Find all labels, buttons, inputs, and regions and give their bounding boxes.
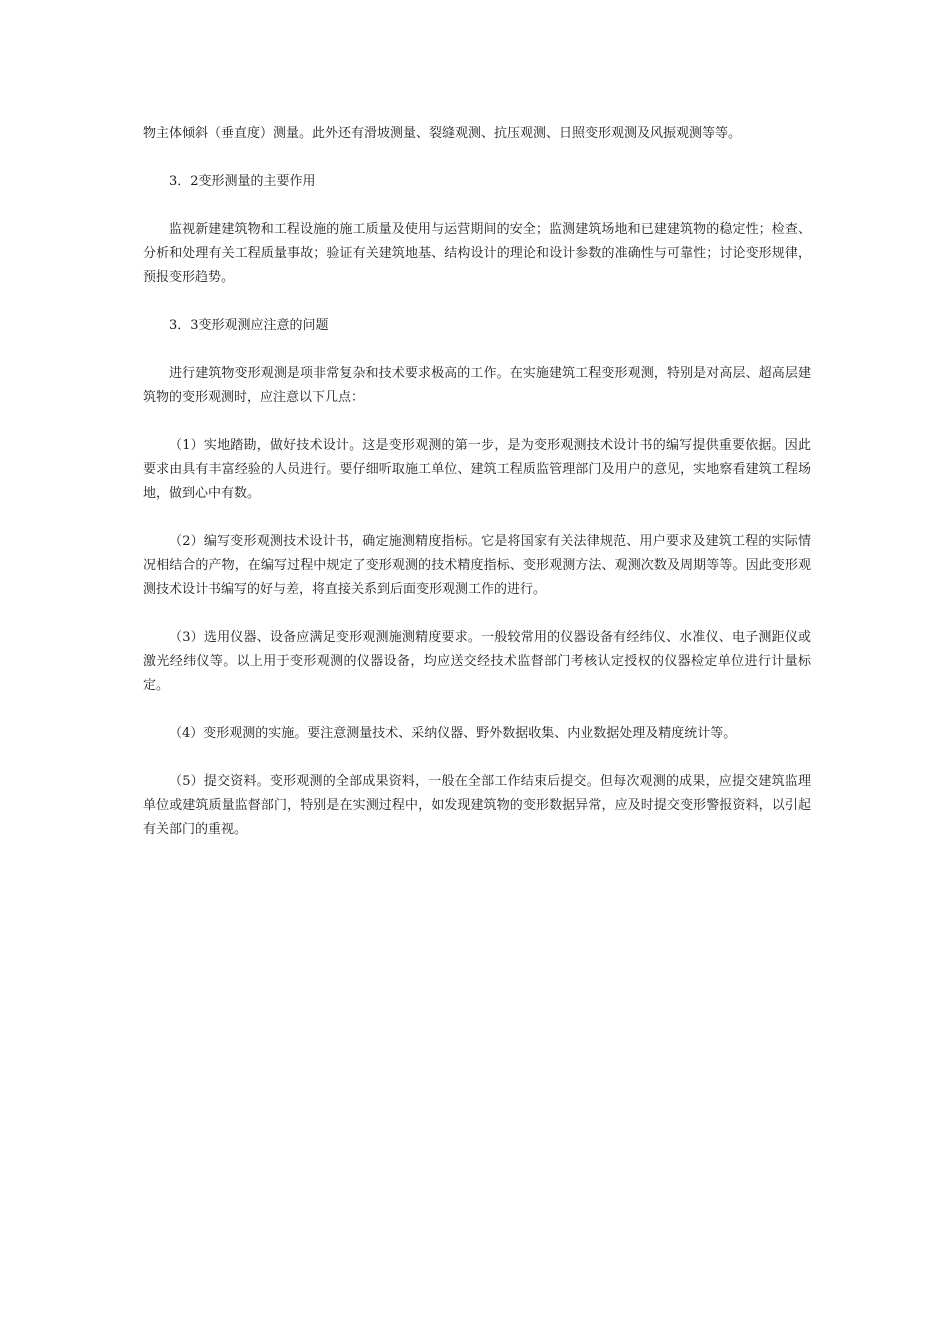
list-item-1: （1）实地踏勘，做好技术设计。这是变形观测的第一步，是为变形观测技术设计书的编写提供重要依据。因此要求由具有丰富经验的人员进行。要仔细听取施工单位、建筑工程质监管理部门及用户的意见，实地察看建筑工程场地，做到心中有数。 bbox=[143, 438, 811, 501]
spacer bbox=[143, 338, 811, 362]
list-item-4: （4）变形观测的实施。要注意测量技术、采纳仪器、野外数据收集、内业数据处理及精度统计等。 bbox=[169, 726, 737, 741]
spacer bbox=[143, 746, 811, 770]
spacer bbox=[143, 602, 811, 626]
spacer bbox=[143, 194, 811, 218]
spacer bbox=[143, 410, 811, 434]
list-item-2: （2）编写变形观测技术设计书，确定施测精度指标。它是将国家有关法律规范、用户要求及建筑工程的实际情况相结合的产物，在编写过程中规定了变形观测的技术精度指标、变形观测方法、观测次数及周期等等。因此变形观测技术设计书编写的好与差，将直接关系到后面变形观测工作的进行。 bbox=[143, 534, 811, 597]
document-page bbox=[143, 122, 811, 842]
spacer bbox=[143, 290, 811, 314]
paragraph-intro-notes: 进行建筑物变形观测是项非常复杂和技术要求极高的工作。在实施建筑工程变形观测，特别是对高层、超高层建筑物的变形观测时，应注意以下几点： bbox=[143, 366, 811, 405]
list-item-3: （3）选用仪器、设备应满足变形观测施测精度要求。一般较常用的仪器设备有经纬仪、水准仪、电子测距仪或激光经纬仪等。以上用于变形观测的仪器设备，均应送交经技术监督部门考核认定授权的仪器检定单位进行计量标定。 bbox=[143, 630, 811, 693]
list-item-5: （5）提交资料。变形观测的全部成果资料，一般在全部工作结束后提交。但每次观测的成果，应提交建筑监理单位或建筑质量监督部门，特别是在实测过程中，如发现建筑物的变形数据异常，应及时提交变形警报资料，以引起有关部门的重视。 bbox=[143, 774, 811, 837]
spacer bbox=[143, 698, 811, 722]
section-heading-3-3: 3．3变形观测应注意的问题 bbox=[169, 318, 329, 333]
continuation-paragraph: 物主体倾斜（垂直度）测量。此外还有滑坡测量、裂缝观测、抗压观测、日照变形观测及风振观测等等。 bbox=[143, 126, 742, 141]
spacer bbox=[143, 506, 811, 530]
spacer bbox=[143, 146, 811, 170]
paragraph-main-role: 监视新建建筑物和工程设施的施工质量及使用与运营期间的安全；监测建筑场地和已建建筑物的稳定性；检查、分析和处理有关工程质量事故；验证有关建筑地基、结构设计的理论和设计参数的准确性与可靠性；讨论变形规律，预报变形趋势。 bbox=[143, 222, 811, 285]
section-heading-3-2: 3．2变形测量的主要作用 bbox=[169, 174, 316, 189]
